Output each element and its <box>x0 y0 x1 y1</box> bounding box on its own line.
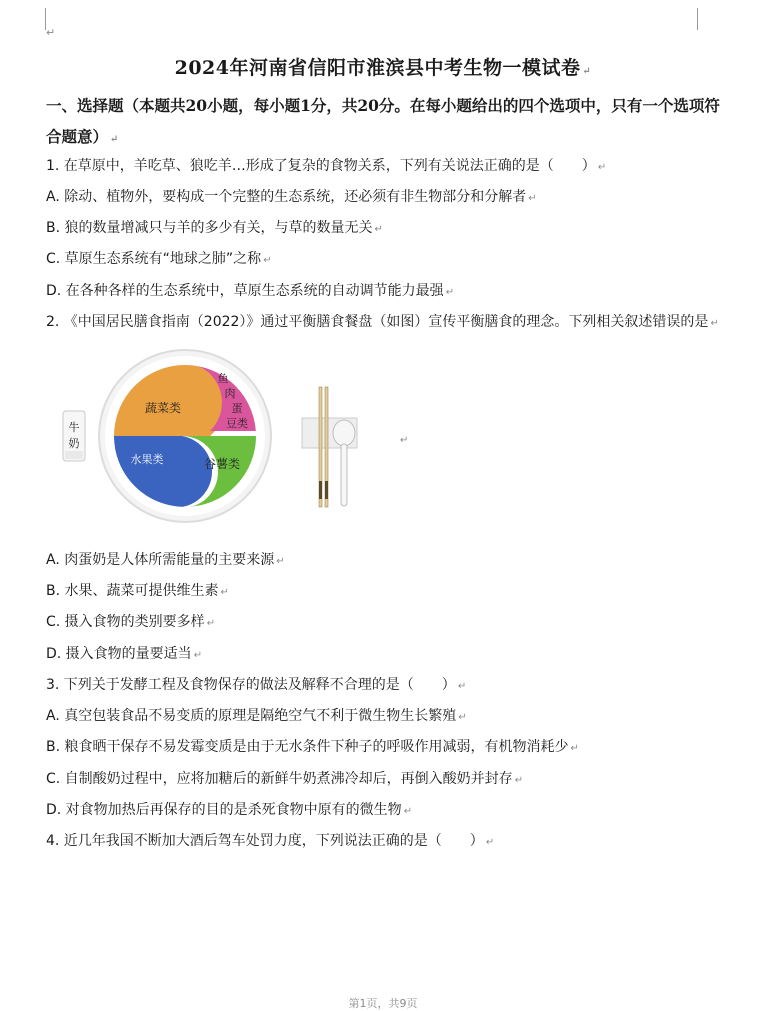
question-1-option-a: A. 除动、植物外，要构成一个完整的生态系统，还必须有非生物部分和分解者 ↵ <box>46 189 537 205</box>
question-2-option-b: B. 水果、蔬菜可提供维生素 ↵ <box>46 583 229 599</box>
diet-plate-svg <box>60 345 420 530</box>
question-2-option-a: A. 肉蛋奶是人体所需能量的主要来源 ↵ <box>46 552 285 568</box>
chopsticks-spoon <box>302 387 357 507</box>
crop-mark-top-right <box>697 8 698 30</box>
meat-label-1: 鱼 <box>217 372 229 385</box>
meat-label-4: 豆类 <box>226 417 248 430</box>
question-2-option-c: C. 摄入食物的类别要多样 ↵ <box>46 614 216 630</box>
question-3-option-d: D. 对食物加热后再保存的目的是杀死食物中原有的微生物 ↵ <box>46 802 413 818</box>
meat-label-3: 蛋 <box>231 402 243 415</box>
grains-label: 谷薯类 <box>203 457 241 471</box>
question-3-option-c: C. 自制酸奶过程中，应将加糖后的新鲜牛奶煮沸冷却后，再倒入酸奶并封存 ↵ <box>46 771 524 787</box>
vegetables-label: 蔬菜类 <box>144 401 182 415</box>
meat-label-2: 肉 <box>224 387 236 400</box>
question-3-stem: 3. 下列关于发酵工程及食物保存的做法及解释不合理的是（ ） ↵ <box>46 677 467 693</box>
question-2-option-d: D. 摄入食物的量要适当 ↵ <box>46 646 203 662</box>
question-4-stem: 4. 近几年我国不断加大酒后驾车处罚力度，下列说法正确的是（ ） ↵ <box>46 833 495 849</box>
balanced-diet-plate-figure <box>60 345 420 530</box>
question-1-option-c: C. 草原生态系统有“地球之肺”之称 ↵ <box>46 251 272 267</box>
page-title: 2024年河南省信阳市淮滨县中考生物一模试卷 ↵ <box>174 57 592 79</box>
section-heading: 一、选择题（本题共20小题，每小题1分，共20分。在每小题给出的四个选项中，只有一个选项符合题意） ↵ <box>46 96 720 146</box>
question-1-option-b: B. 狼的数量增减只与羊的多少有关，与草的数量无关 ↵ <box>46 220 383 236</box>
milk-label-1: 牛 <box>68 421 80 434</box>
question-1-stem: 1. 在草原中，羊吃草、狼吃羊…形成了复杂的食物关系，下列有关说法正确的是（ ） ↵ <box>46 158 607 174</box>
milk-label-2: 奶 <box>68 437 80 450</box>
paragraph-mark-icon: ↵ <box>46 26 56 39</box>
return-mark-icon: ↵ <box>400 435 409 446</box>
return-mark-icon: ↵ <box>582 66 592 77</box>
question-2-stem: 2. 《中国居民膳食指南（2022）》通过平衡膳食餐盘（如图）宣传平衡膳食的理念。下列相关叙述错误的是 ↵ <box>46 314 719 330</box>
question-3-option-b: B. 粮食晒干保存不易发霉变质是由于无水条件下种子的呼吸作用减弱，有机物消耗少 ↵ <box>46 739 579 755</box>
return-mark-icon: ↵ <box>110 134 119 145</box>
question-3-option-a: A. 真空包装食品不易变质的原理是隔绝空气不利于微生物生长繁殖 ↵ <box>46 708 467 724</box>
milk-glass <box>63 411 85 461</box>
question-1-option-d: D. 在各种各样的生态系统中，草原生态系统的自动调节能力最强 ↵ <box>46 283 455 299</box>
fruits-label: 水果类 <box>130 453 164 466</box>
page-footer: 第1页，共9页 <box>348 997 418 1010</box>
